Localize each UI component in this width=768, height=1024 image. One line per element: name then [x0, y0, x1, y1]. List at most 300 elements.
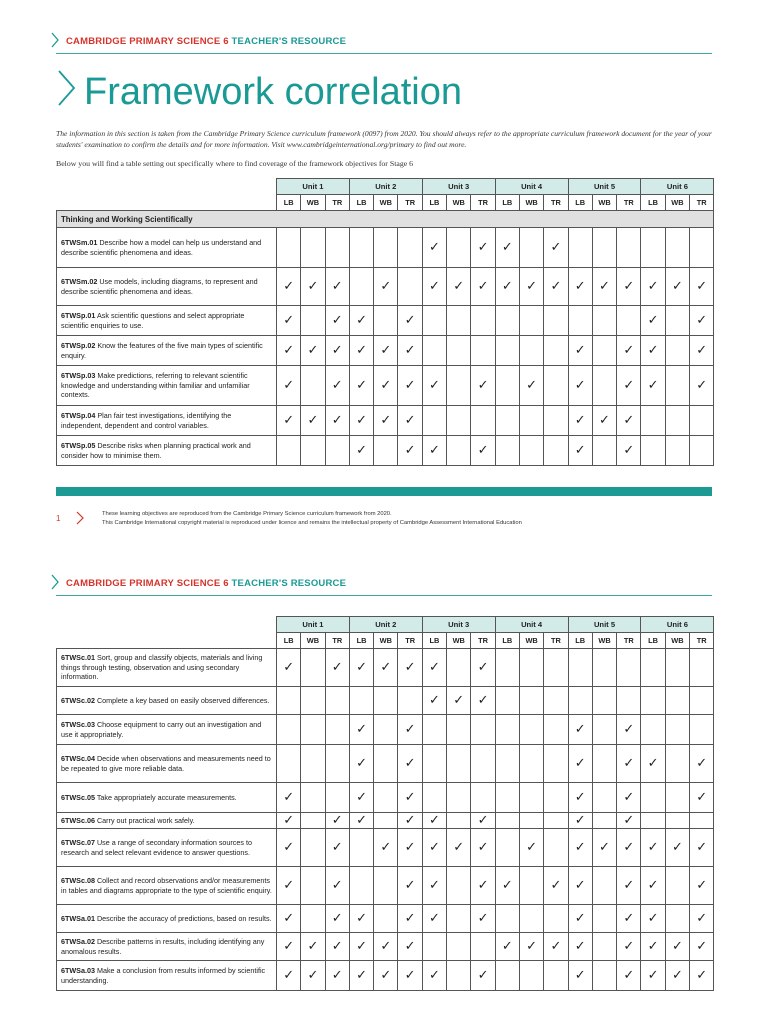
empty-cell [374, 745, 398, 783]
table-row [57, 961, 714, 991]
empty-cell [568, 687, 592, 715]
empty-cell [544, 366, 568, 406]
check-mark-icon: ✓ [301, 406, 325, 436]
table-row [57, 336, 714, 366]
check-mark-icon: ✓ [422, 366, 446, 406]
header-resource: TEACHER'S RESOURCE [231, 36, 347, 47]
objective-text: Decide when observations and measurements need to be repeated to give more reliable data. [61, 754, 271, 773]
objective-text: Complete a key based on easily observed differences. [96, 695, 270, 705]
empty-cell [374, 783, 398, 813]
check-mark-icon: ✓ [495, 933, 519, 961]
empty-cell [617, 687, 641, 715]
objective-text: Collect and record observations and/or measurements in tables and diagrams appropriate to the type of scientific enquiry. [61, 876, 272, 895]
unit-header-row [57, 179, 714, 195]
empty-cell [519, 649, 543, 687]
empty-cell [495, 306, 519, 336]
running-header-2 [56, 578, 346, 589]
check-mark-icon: ✓ [422, 436, 446, 466]
empty-cell [277, 687, 301, 715]
check-mark-icon: ✓ [690, 268, 714, 306]
empty-cell [301, 905, 325, 933]
resource-column-header: TR [325, 633, 349, 649]
check-mark-icon: ✓ [690, 829, 714, 867]
empty-cell [519, 406, 543, 436]
empty-cell [690, 228, 714, 268]
objective-code: 6TWSc.02 [61, 695, 95, 705]
empty-cell [544, 306, 568, 336]
empty-cell [398, 687, 422, 715]
check-mark-icon: ✓ [277, 905, 301, 933]
check-mark-icon: ✓ [617, 268, 641, 306]
check-mark-icon: ✓ [690, 961, 714, 991]
resource-header-row [57, 633, 714, 649]
empty-cell [519, 745, 543, 783]
check-mark-icon: ✓ [592, 829, 616, 867]
check-mark-icon: ✓ [422, 813, 446, 829]
unit-header: Unit 6 [641, 179, 714, 195]
check-mark-icon: ✓ [641, 933, 665, 961]
objective-code: 6TWSc.04 [61, 754, 95, 763]
resource-column-header: WB [665, 633, 689, 649]
resource-column-header: TR [398, 195, 422, 211]
check-mark-icon: ✓ [471, 813, 495, 829]
check-mark-icon: ✓ [592, 406, 616, 436]
empty-cell [665, 905, 689, 933]
empty-cell [447, 649, 471, 687]
empty-cell [665, 867, 689, 905]
check-mark-icon: ✓ [544, 933, 568, 961]
intro-note: Below you will find a table setting out specifically where to find coverage of the framework objectives for Stage 6 [56, 159, 414, 168]
objective-text: Describe risks when planning practical work and consider how to minimise them. [61, 441, 251, 460]
resource-column-header: LB [641, 195, 665, 211]
check-mark-icon: ✓ [301, 961, 325, 991]
check-mark-icon: ✓ [690, 905, 714, 933]
empty-cell [495, 961, 519, 991]
empty-cell [325, 783, 349, 813]
empty-cell [665, 366, 689, 406]
check-mark-icon: ✓ [617, 867, 641, 905]
table-row [57, 867, 714, 905]
empty-cell [374, 687, 398, 715]
empty-cell [519, 867, 543, 905]
empty-cell [447, 783, 471, 813]
empty-cell [495, 366, 519, 406]
resource-column-header: LB [422, 195, 446, 211]
check-mark-icon: ✓ [349, 813, 373, 829]
check-mark-icon: ✓ [641, 366, 665, 406]
check-mark-icon: ✓ [398, 829, 422, 867]
check-mark-icon: ✓ [568, 436, 592, 466]
empty-cell [301, 649, 325, 687]
check-mark-icon: ✓ [471, 687, 495, 715]
check-mark-icon: ✓ [690, 336, 714, 366]
check-mark-icon: ✓ [617, 336, 641, 366]
check-mark-icon: ✓ [568, 268, 592, 306]
empty-cell [519, 687, 543, 715]
check-mark-icon: ✓ [398, 783, 422, 813]
objective-code: 6TWSc.05 [61, 792, 95, 802]
empty-cell [641, 715, 665, 745]
check-mark-icon: ✓ [519, 829, 543, 867]
empty-cell [495, 336, 519, 366]
check-mark-icon: ✓ [325, 366, 349, 406]
empty-cell [519, 228, 543, 268]
framework-table-2 [56, 616, 714, 991]
running-header [56, 36, 346, 47]
empty-cell [617, 228, 641, 268]
check-mark-icon: ✓ [471, 436, 495, 466]
table-row [57, 228, 714, 268]
check-mark-icon: ✓ [422, 228, 446, 268]
objective-code: 6TWSc.06 [61, 815, 95, 825]
empty-cell [519, 813, 543, 829]
objective-cell [57, 268, 277, 306]
objective-code: 6TWSa.02 [61, 937, 95, 946]
check-mark-icon: ✓ [277, 306, 301, 336]
check-mark-icon: ✓ [617, 715, 641, 745]
resource-column-header: TR [617, 633, 641, 649]
objective-cell [57, 366, 277, 406]
objective-text: Take appropriately accurate measurements. [96, 792, 237, 802]
empty-cell [471, 406, 495, 436]
check-mark-icon: ✓ [374, 366, 398, 406]
check-mark-icon: ✓ [349, 406, 373, 436]
check-mark-icon: ✓ [349, 905, 373, 933]
check-mark-icon: ✓ [495, 228, 519, 268]
check-mark-icon: ✓ [471, 905, 495, 933]
resource-column-header: WB [301, 195, 325, 211]
check-mark-icon: ✓ [301, 336, 325, 366]
check-mark-icon: ✓ [568, 867, 592, 905]
table-row [57, 649, 714, 687]
footnote-line-1: These learning objectives are reproduced from the Cambridge Primary Science curriculum framework from 2020. [102, 511, 392, 517]
empty-cell [495, 715, 519, 745]
objective-text: Use models, including diagrams, to represent and describe scientific phenomena and ideas. [61, 277, 258, 296]
resource-column-header: WB [592, 633, 616, 649]
resource-column-header: LB [495, 633, 519, 649]
check-mark-icon: ✓ [398, 366, 422, 406]
empty-cell [349, 867, 373, 905]
objective-code: 6TWSa.01 [61, 913, 95, 923]
empty-cell [495, 436, 519, 466]
header-resource: TEACHER'S RESOURCE [231, 578, 347, 589]
resource-column-header: LB [349, 633, 373, 649]
check-mark-icon: ✓ [690, 867, 714, 905]
unit-header: Unit 5 [568, 179, 641, 195]
check-mark-icon: ✓ [617, 745, 641, 783]
check-mark-icon: ✓ [641, 745, 665, 783]
empty-cell [519, 905, 543, 933]
empty-cell [349, 829, 373, 867]
objective-cell [57, 336, 277, 366]
check-mark-icon: ✓ [277, 406, 301, 436]
empty-cell [544, 687, 568, 715]
check-mark-icon: ✓ [690, 933, 714, 961]
check-mark-icon: ✓ [398, 933, 422, 961]
empty-cell [568, 306, 592, 336]
empty-cell [301, 783, 325, 813]
chevron-right-icon [56, 68, 78, 108]
header-publisher: CAMBRIDGE PRIMARY SCIENCE 6 [66, 578, 229, 589]
unit-header-row [57, 617, 714, 633]
resource-column-header: LB [568, 195, 592, 211]
objective-cell [57, 933, 277, 961]
check-mark-icon: ✓ [398, 715, 422, 745]
check-mark-icon: ✓ [277, 268, 301, 306]
unit-header: Unit 1 [277, 617, 350, 633]
check-mark-icon: ✓ [471, 268, 495, 306]
check-mark-icon: ✓ [398, 306, 422, 336]
empty-cell [277, 715, 301, 745]
resource-column-header: TR [690, 195, 714, 211]
check-mark-icon: ✓ [544, 268, 568, 306]
check-mark-icon: ✓ [277, 933, 301, 961]
check-mark-icon: ✓ [544, 867, 568, 905]
empty-cell [398, 268, 422, 306]
objective-code: 6TWSc.08 [61, 876, 95, 885]
empty-cell [447, 813, 471, 829]
footnote [102, 510, 522, 527]
empty-cell [471, 933, 495, 961]
empty-cell [592, 867, 616, 905]
objective-text: Plan fair test investigations, identifying the independent, dependent and control variables. [61, 411, 232, 430]
footnote-line-2: This Cambridge International copyright material is reproduced under licence and remains the intellectual property of Cambridge Assessment International Education [102, 519, 522, 526]
check-mark-icon: ✓ [447, 829, 471, 867]
check-mark-icon: ✓ [349, 783, 373, 813]
empty-cell [398, 228, 422, 268]
check-mark-icon: ✓ [325, 406, 349, 436]
resource-column-header: LB [641, 633, 665, 649]
check-mark-icon: ✓ [641, 336, 665, 366]
check-mark-icon: ✓ [398, 961, 422, 991]
resource-column-header: LB [277, 195, 301, 211]
empty-cell [374, 905, 398, 933]
empty-cell [592, 436, 616, 466]
check-mark-icon: ✓ [374, 406, 398, 436]
objective-cell [57, 715, 277, 745]
resource-column-header: LB [277, 633, 301, 649]
resource-column-header: TR [398, 633, 422, 649]
resource-column-header: TR [471, 195, 495, 211]
empty-cell [471, 336, 495, 366]
resource-column-header: WB [374, 195, 398, 211]
check-mark-icon: ✓ [447, 268, 471, 306]
check-mark-icon: ✓ [349, 436, 373, 466]
check-mark-icon: ✓ [519, 933, 543, 961]
empty-cell [592, 366, 616, 406]
empty-cell [519, 961, 543, 991]
empty-cell [277, 745, 301, 783]
check-mark-icon: ✓ [641, 268, 665, 306]
chevron-right-icon [76, 511, 84, 525]
resource-column-header: TR [325, 195, 349, 211]
check-mark-icon: ✓ [349, 336, 373, 366]
empty-cell [277, 228, 301, 268]
objective-text: Describe patterns in results, including identifying any anomalous results. [61, 937, 265, 956]
empty-cell [495, 406, 519, 436]
empty-cell [495, 783, 519, 813]
check-mark-icon: ✓ [277, 961, 301, 991]
check-mark-icon: ✓ [422, 829, 446, 867]
check-mark-icon: ✓ [568, 933, 592, 961]
check-mark-icon: ✓ [471, 366, 495, 406]
empty-cell [690, 813, 714, 829]
framework-table-1 [56, 178, 714, 466]
empty-cell [325, 745, 349, 783]
check-mark-icon: ✓ [641, 961, 665, 991]
check-mark-icon: ✓ [398, 867, 422, 905]
empty-cell [422, 933, 446, 961]
table-row [57, 687, 714, 715]
empty-cell [592, 813, 616, 829]
empty-cell [665, 336, 689, 366]
check-mark-icon: ✓ [665, 829, 689, 867]
empty-cell [495, 905, 519, 933]
empty-cell [495, 813, 519, 829]
empty-cell [665, 813, 689, 829]
empty-cell [665, 745, 689, 783]
empty-cell [592, 783, 616, 813]
unit-header: Unit 4 [495, 179, 568, 195]
check-mark-icon: ✓ [617, 829, 641, 867]
page-number: 1 [56, 514, 61, 523]
unit-header: Unit 4 [495, 617, 568, 633]
check-mark-icon: ✓ [422, 268, 446, 306]
empty-cell [641, 436, 665, 466]
check-mark-icon: ✓ [349, 961, 373, 991]
empty-cell [447, 306, 471, 336]
check-mark-icon: ✓ [325, 933, 349, 961]
check-mark-icon: ✓ [471, 649, 495, 687]
chevron-right-icon [50, 574, 60, 590]
objective-cell [57, 905, 277, 933]
check-mark-icon: ✓ [374, 268, 398, 306]
empty-cell [495, 745, 519, 783]
check-mark-icon: ✓ [277, 867, 301, 905]
empty-cell [374, 715, 398, 745]
empty-cell [447, 745, 471, 783]
resource-column-header: LB [568, 633, 592, 649]
empty-cell [349, 228, 373, 268]
check-mark-icon: ✓ [568, 745, 592, 783]
empty-cell [690, 715, 714, 745]
objective-text: Sort, group and classify objects, materials and living things through testing, observation and using secondary information. [61, 653, 263, 682]
check-mark-icon: ✓ [568, 366, 592, 406]
empty-cell [641, 406, 665, 436]
check-mark-icon: ✓ [568, 813, 592, 829]
check-mark-icon: ✓ [690, 745, 714, 783]
objective-cell [57, 228, 277, 268]
header-spacer [57, 617, 277, 633]
check-mark-icon: ✓ [325, 268, 349, 306]
check-mark-icon: ✓ [398, 745, 422, 783]
empty-cell [519, 715, 543, 745]
objective-code: 6TWSa.03 [61, 966, 95, 975]
empty-cell [592, 336, 616, 366]
objective-code: 6TWSc.07 [61, 838, 95, 847]
table-row [57, 783, 714, 813]
empty-cell [519, 306, 543, 336]
check-mark-icon: ✓ [690, 366, 714, 406]
check-mark-icon: ✓ [325, 649, 349, 687]
empty-cell [592, 905, 616, 933]
table-row [57, 406, 714, 436]
empty-cell [447, 406, 471, 436]
empty-cell [349, 687, 373, 715]
check-mark-icon: ✓ [349, 745, 373, 783]
empty-cell [665, 406, 689, 436]
empty-cell [301, 829, 325, 867]
empty-cell [447, 336, 471, 366]
objective-text: Make a conclusion from results informed by scientific understanding. [61, 966, 266, 985]
check-mark-icon: ✓ [617, 436, 641, 466]
empty-cell [519, 436, 543, 466]
table-row [57, 745, 714, 783]
objective-text: Choose equipment to carry out an investigation and use it appropriately. [61, 720, 262, 739]
resource-column-header: LB [495, 195, 519, 211]
check-mark-icon: ✓ [471, 228, 495, 268]
check-mark-icon: ✓ [349, 715, 373, 745]
check-mark-icon: ✓ [374, 336, 398, 366]
check-mark-icon: ✓ [349, 649, 373, 687]
empty-cell [544, 406, 568, 436]
check-mark-icon: ✓ [617, 905, 641, 933]
empty-cell [447, 961, 471, 991]
check-mark-icon: ✓ [592, 268, 616, 306]
check-mark-icon: ✓ [617, 366, 641, 406]
empty-cell [665, 228, 689, 268]
objective-cell [57, 436, 277, 466]
empty-cell [690, 406, 714, 436]
empty-cell [301, 867, 325, 905]
objective-cell [57, 406, 277, 436]
objective-code: 6TWSp.05 [61, 441, 96, 450]
check-mark-icon: ✓ [277, 829, 301, 867]
check-mark-icon: ✓ [471, 867, 495, 905]
empty-cell [277, 436, 301, 466]
empty-cell [447, 905, 471, 933]
check-mark-icon: ✓ [568, 829, 592, 867]
check-mark-icon: ✓ [665, 961, 689, 991]
check-mark-icon: ✓ [374, 961, 398, 991]
empty-cell [301, 436, 325, 466]
check-mark-icon: ✓ [495, 867, 519, 905]
check-mark-icon: ✓ [277, 649, 301, 687]
empty-cell [544, 745, 568, 783]
empty-cell [471, 783, 495, 813]
resource-column-header: WB [665, 195, 689, 211]
objective-cell [57, 745, 277, 783]
page-title [56, 68, 462, 114]
empty-cell [325, 436, 349, 466]
objective-cell [57, 783, 277, 813]
empty-cell [301, 745, 325, 783]
empty-cell [544, 961, 568, 991]
empty-cell [301, 813, 325, 829]
resource-column-header: TR [617, 195, 641, 211]
objective-code: 6TWSm.01 [61, 238, 98, 247]
empty-cell [301, 687, 325, 715]
objective-cell [57, 306, 277, 336]
check-mark-icon: ✓ [398, 336, 422, 366]
table-row [57, 436, 714, 466]
resource-column-header: TR [471, 633, 495, 649]
check-mark-icon: ✓ [471, 829, 495, 867]
objective-code: 6TWSp.04 [61, 411, 96, 420]
check-mark-icon: ✓ [568, 783, 592, 813]
check-mark-icon: ✓ [277, 813, 301, 829]
empty-cell [592, 715, 616, 745]
